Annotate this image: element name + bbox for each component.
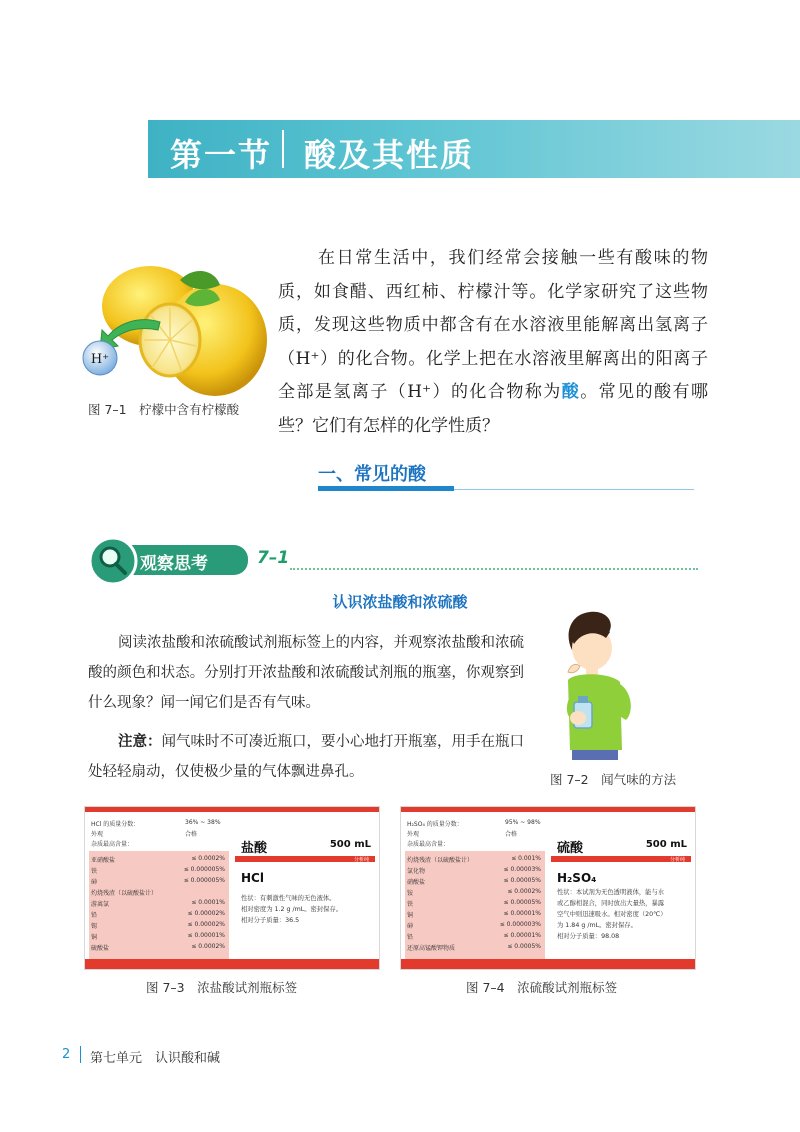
impurity-table xyxy=(405,851,545,959)
intro-text-part2: 。常见的酸有哪些？它们有怎样的化学性质？ xyxy=(278,382,708,436)
section-heading: 一、常见的酸 xyxy=(318,464,426,485)
title-divider xyxy=(282,130,284,168)
impurity-name: 锡 xyxy=(91,923,98,930)
boy-smelling-illustration xyxy=(550,610,660,760)
label-field: 杂质最高含量： xyxy=(91,841,134,848)
label-value: 合格 xyxy=(185,831,198,838)
impurity-name: 铁 xyxy=(407,901,414,908)
impurity-limit: ≤ 0.000003% xyxy=(499,921,541,928)
note-label: 注意： xyxy=(118,734,162,750)
activity-instructions: 阅读浓盐酸和浓硫酸试剂瓶标签上的内容，并观察浓盐酸和浓硫酸的颜色和状态。分别打开浓盐酸和浓硫酸试剂瓶的瓶塞，你观察到什么现象？闻一闻它们是否有气味。 xyxy=(88,635,524,711)
figure-caption-7-4: 图 7–4 浓硫酸试剂瓶标签 xyxy=(466,980,618,995)
reagent-volume: 500 mL xyxy=(645,839,687,850)
description-line: 相对分子质量：98.08 xyxy=(557,933,620,940)
impurity-name: 游离氯 xyxy=(91,901,110,908)
impurity-name: 硫酸盐 xyxy=(91,945,110,952)
impurity-name: 还原高锰酸钾物质 xyxy=(407,945,456,952)
reagent-volume: 500 mL xyxy=(329,839,371,850)
impurity-name: 灼烧残渣（以硫酸盐计） xyxy=(407,857,474,864)
hydrogen-ion-label: H⁺ xyxy=(90,352,110,367)
impurity-limit: ≤ 0.00005% xyxy=(503,877,541,884)
description-line: 空气中则迅速吸水。相对密度（20℃） xyxy=(557,911,667,918)
lemon-image xyxy=(80,240,270,405)
section-title: 酸及其性质 xyxy=(304,136,475,174)
impurity-name: 铜 xyxy=(407,912,414,919)
label-value: 36% ~ 38% xyxy=(185,819,221,826)
page-number: 2 xyxy=(62,1047,71,1062)
label-field: H₂SO₄ 的质量分数： xyxy=(407,821,463,828)
reagent-formula: HCl xyxy=(241,871,264,885)
reagent-name: 硫酸 xyxy=(557,841,584,856)
figure-caption-7-2: 图 7–2 闻气味的方法 xyxy=(550,772,677,787)
label-field: 外观 xyxy=(407,831,420,838)
label-bottom-stripe xyxy=(85,959,379,969)
safety-note xyxy=(88,727,524,787)
description-line: 为 1.84 g /mL。密封保存。 xyxy=(557,922,637,929)
impurity-limit: ≤ 0.0002% xyxy=(507,888,541,895)
figure-caption-7-1: 图 7–1 柠檬中含有柠檬酸 xyxy=(88,402,240,417)
reagent-description xyxy=(557,887,691,942)
impurity-limit: ≤ 0.00001% xyxy=(503,932,541,939)
impurity-table xyxy=(89,851,229,959)
description-line: 性状：有刺激性气味的无色液体。 xyxy=(241,895,336,902)
impurity-limit: ≤ 0.0005% xyxy=(507,943,541,950)
label-value: 合格 xyxy=(505,831,518,838)
description-line: 相对分子质量：36.5 xyxy=(241,917,300,924)
note-text: 闻气味时不可凑近瓶口，要小心地打开瓶塞，用手在瓶口处轻轻扇动，仅使极少量的气体飘进鼻孔。 xyxy=(88,734,524,780)
impurity-limit: ≤ 0.000005% xyxy=(183,866,225,873)
section-title-band xyxy=(148,120,800,178)
reagent-grade: 分析纯 xyxy=(669,857,685,863)
acid-term: 酸 xyxy=(561,382,581,402)
footer-divider xyxy=(80,1046,81,1063)
activity-number: 7–1 xyxy=(257,548,290,568)
hcl-reagent-label xyxy=(84,806,380,970)
impurity-limit: ≤ 0.0001% xyxy=(191,899,225,906)
label-top-stripe xyxy=(401,807,695,812)
impurity-limit: ≤ 0.00005% xyxy=(503,899,541,906)
impurity-limit: ≤ 0.0002% xyxy=(191,855,225,862)
impurity-name: 铜 xyxy=(91,934,98,941)
impurity-limit: ≤ 0.000005% xyxy=(183,877,225,884)
heading-underline xyxy=(318,486,454,491)
figure-caption-7-3: 图 7–3 浓盐酸试剂瓶标签 xyxy=(146,980,298,995)
impurity-limit: ≤ 0.00002% xyxy=(187,921,225,928)
impurity-name: 灼烧残渣（以硫酸盐计） xyxy=(91,890,158,897)
reagent-description xyxy=(241,893,375,926)
label-field: 杂质最高含量： xyxy=(407,841,450,848)
reagent-name: 盐酸 xyxy=(241,841,268,856)
label-bottom-stripe xyxy=(401,959,695,969)
h2so4-reagent-label xyxy=(400,806,696,970)
unit-title: 第七单元 认识酸和碱 xyxy=(90,1051,221,1066)
impurity-name: 亚硝酸盐 xyxy=(91,857,116,864)
description-line: 性状：本试剂为无色透明液体，能与水 xyxy=(557,889,665,896)
section-number: 第一节 xyxy=(170,136,273,174)
impurity-name: 砷 xyxy=(91,879,98,886)
impurity-limit: ≤ 0.0002% xyxy=(191,943,225,950)
dotted-divider xyxy=(290,568,698,570)
intro-text-part1: 在日常生活中，我们经常会接触一些有酸味的物质，如食醋、西红柿、柠檬汁等。化学家研究了这些物质，发现这些物质中都含有在水溶液里能解离出氢离子（H⁺）的化合物。化学上把在水溶液里解离出的阳离子全部是氢离子（H⁺）的化合物称为 xyxy=(278,248,708,402)
impurity-limit: ≤ 0.001% xyxy=(511,855,541,862)
impurity-limit: ≤ 0.00003% xyxy=(503,866,541,873)
reagent-grade: 分析纯 xyxy=(353,857,369,863)
magnifier-icon xyxy=(88,536,138,586)
impurity-name: 铵 xyxy=(407,890,414,897)
heading-rule xyxy=(454,489,694,490)
observe-banner-label: 观察思考 xyxy=(140,554,208,574)
intro-paragraph xyxy=(278,242,708,443)
impurity-name: 砷 xyxy=(407,923,414,930)
activity-title: 认识浓盐酸和浓硫酸 xyxy=(332,593,468,611)
impurity-limit: ≤ 0.00001% xyxy=(503,910,541,917)
impurity-name: 铅 xyxy=(91,912,98,919)
impurity-name: 铅 xyxy=(407,934,414,941)
label-value: 95% ~ 98% xyxy=(505,819,541,826)
reagent-formula: H₂SO₄ xyxy=(557,871,597,885)
impurity-name: 铁 xyxy=(91,868,98,875)
label-field: HCl 的质量分数： xyxy=(91,821,140,828)
label-top-stripe xyxy=(85,807,379,812)
description-line: 或乙醇相混合，同时放出大量热，暴露 xyxy=(557,900,665,907)
impurity-name: 氯化物 xyxy=(407,868,426,875)
impurity-limit: ≤ 0.00001% xyxy=(187,932,225,939)
description-line: 相对密度为 1.2 g /mL。密封保存。 xyxy=(241,906,343,913)
impurity-name: 硝酸盐 xyxy=(407,879,426,886)
impurity-limit: ≤ 0.00002% xyxy=(187,910,225,917)
label-field: 外观 xyxy=(91,831,104,838)
